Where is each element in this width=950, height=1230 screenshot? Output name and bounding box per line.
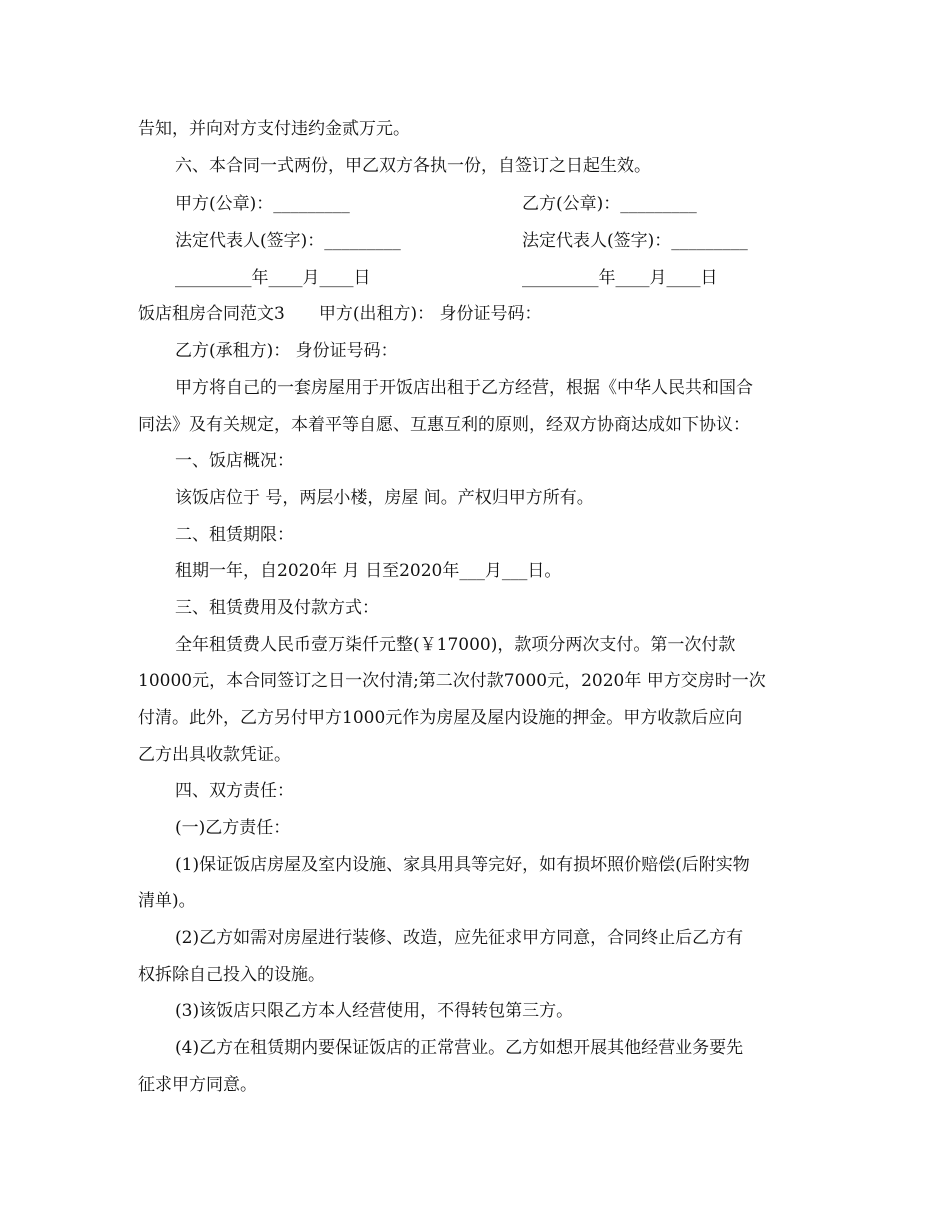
list-item-line: (4)乙方在租赁期内要保证饭店的正常营业。乙方如想开展其他经营业务要先 [175, 1038, 744, 1058]
clause-six: 六、本合同一式两份，甲乙双方各执一份，自签订之日起生效。 [175, 156, 651, 176]
paragraph-continuation: 告知，并向对方支付违约金贰万元。 [138, 119, 410, 139]
paragraph-line: 全年租赁费人民币壹万柒仟元整(￥17000)，款项分两次支付。第一次付款 [175, 635, 736, 655]
subsection-heading: (一)乙方责任： [175, 818, 291, 838]
list-item-line: 清单)。 [138, 891, 196, 911]
list-item-line: (3)该饭店只限乙方本人经营使用，不得转包第三方。 [175, 1001, 574, 1021]
preamble-line-1: 甲方将自己的一套房屋用于开饭店出租于乙方经营，根据《中华人民共和国合 [175, 378, 753, 398]
list-item-line: 权拆除自己投入的设施。 [138, 965, 325, 985]
lessee-line: 乙方(承租方)： 身份证号码： [175, 341, 398, 361]
contract-title-line: 饭店租房合同范文3 甲方(出租方)： 身份证号码： [138, 304, 542, 324]
paragraph-line: 付清。此外，乙方另付甲方1000元作为房屋及屋内设施的押金。甲方收款后应向 [138, 708, 743, 728]
party-a-representative: 法定代表人(签字)：_________ [175, 231, 401, 251]
party-a-seal: 甲方(公章)：_________ [175, 194, 350, 214]
paragraph-line: 乙方出具收款凭证。 [138, 745, 291, 765]
section-heading: 四、双方责任： [175, 781, 294, 801]
paragraph: 租期一年，自2020年 月 日至2020年___月___日。 [175, 561, 562, 581]
party-b-date: _________年____月____日 [522, 268, 718, 288]
section-heading: 二、租赁期限： [175, 525, 294, 545]
party-b-representative: 法定代表人(签字)：_________ [522, 231, 748, 251]
list-item-line: (2)乙方如需对房屋进行装修、改造，应先征求甲方同意，合同终止后乙方有 [175, 928, 744, 948]
party-b-seal: 乙方(公章)：_________ [522, 194, 697, 214]
section-heading: 三、租赁费用及付款方式： [175, 598, 379, 618]
preamble-line-2: 同法》及有关规定，本着平等自愿、互惠互利的原则，经双方协商达成如下协议： [138, 415, 750, 435]
section-heading: 一、饭店概况： [175, 451, 294, 471]
paragraph: 该饭店位于 号，两层小楼，房屋 间。产权归甲方所有。 [175, 488, 594, 508]
paragraph-line: 10000元，本合同签订之日一次付清;第二次付款7000元，2020年 甲方交房时一次 [138, 671, 766, 691]
list-item-line: 征求甲方同意。 [138, 1075, 257, 1095]
party-a-date: _________年____月____日 [175, 268, 371, 288]
list-item-line: (1)保证饭店房屋及室内设施、家具用具等完好，如有损坏照价赔偿(后附实物 [175, 855, 750, 875]
